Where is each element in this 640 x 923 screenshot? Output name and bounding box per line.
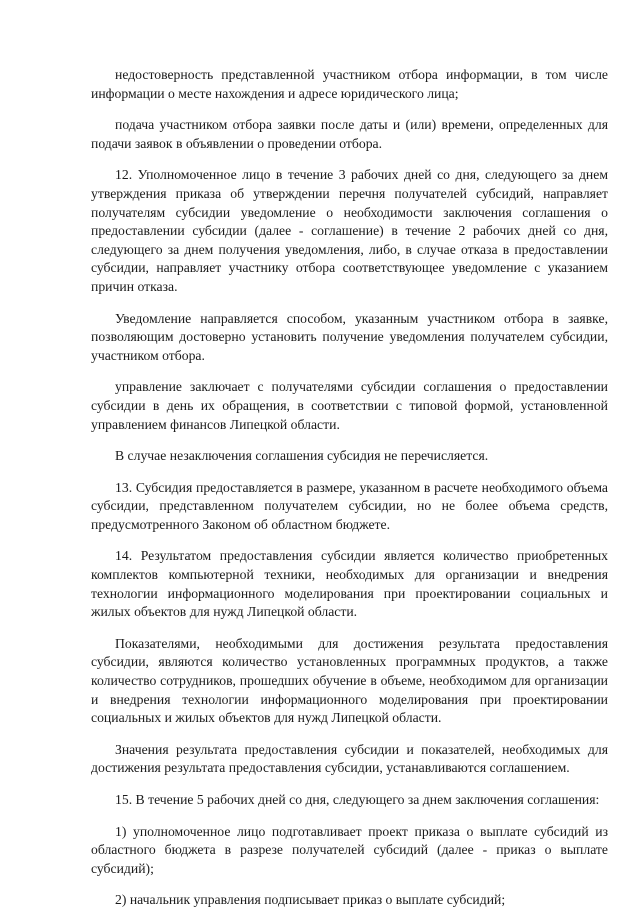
paragraph-item-2: 2) начальник управления подписывает приказ о выплате субсидий; bbox=[115, 892, 506, 908]
document-page bbox=[91, 66, 608, 923]
paragraph-no-agreement: В случае незаключения соглашения субсидия не перечисляется. bbox=[115, 448, 489, 464]
paragraph-clause-15: 15. В течение 5 рабочих дней со дня, следующего за днем заключения соглашения: bbox=[115, 792, 600, 807]
paragraph-clause-14: 14. Результатом предоставления субсидии является количество приобретенных комплектов компьютерной техники, необходимых для организации и внедрения технологии информационного моделирования при проектировании социальных и жилых объектов для нужд Липецкой области. bbox=[91, 548, 608, 620]
paragraph-item-1: 1) уполномоченное лицо подготавливает проект приказа о выплате субсидий из областного бюджета в разрезе получателей субсидий (далее - приказ о выплате субсидий); bbox=[91, 823, 608, 876]
paragraph-agreement-conclusion: управление заключает с получателями субсидии соглашения о предоставлении субсидии в день их обращения, в соответствии с типовой формой, установленной управлением финансов Липецкой области. bbox=[91, 379, 608, 432]
paragraph-indicators: Показателями, необходимыми для достижения результата предоставления субсидии, являются количество установленных программных продуктов, а также количество сотрудников, прошедших обучение в объеме, необходимом для организации и внедрения технологии информационного моделирования при проектировании социальных и жилых объектов для нужд Липецкой области. bbox=[91, 635, 608, 726]
paragraph-late-application: подача участником отбора заявки после даты и (или) времени, определенных для подачи заявок в объявлении о проведении отбора. bbox=[91, 117, 608, 151]
paragraph-clause-12: 12. Уполномоченное лицо в течение 3 рабочих дней со дня, следующего за днем утверждения приказа об утверждении перечня получателей субсидий, направляет получателям субсидии уведомление о необходимости заключения соглашения о предоставлении субсидии (далее - соглашение) в течение 2 рабочих дней со дня, следующего за днем получения уведомления, либо, в случае отказа в предоставлении субсидии, направляет участнику отбора соответствующее уведомление с указанием причин отказа. bbox=[91, 167, 608, 294]
paragraph-unreliable-info: недостоверность представленной участником отбора информации, в том числе информации о месте нахождения и адресе юридического лица; bbox=[91, 67, 608, 101]
paragraph-clause-13: 13. Субсидия предоставляется в размере, указанном в расчете необходимого объема субсидии, представленном получателем субсидии, но не более объема средств, предусмотренного Законом об областном бюджете. bbox=[91, 479, 608, 532]
paragraph-result-values: Значения результата предоставления субсидии и показателей, необходимых для достижения результата предоставления субсидии, устанавливаются соглашением. bbox=[91, 741, 608, 776]
paragraph-notification-method: Уведомление направляется способом, указанным участником отбора в заявке, позволяющим достоверно установить получение уведомления получателем субсидии, участником отбора. bbox=[91, 310, 608, 363]
